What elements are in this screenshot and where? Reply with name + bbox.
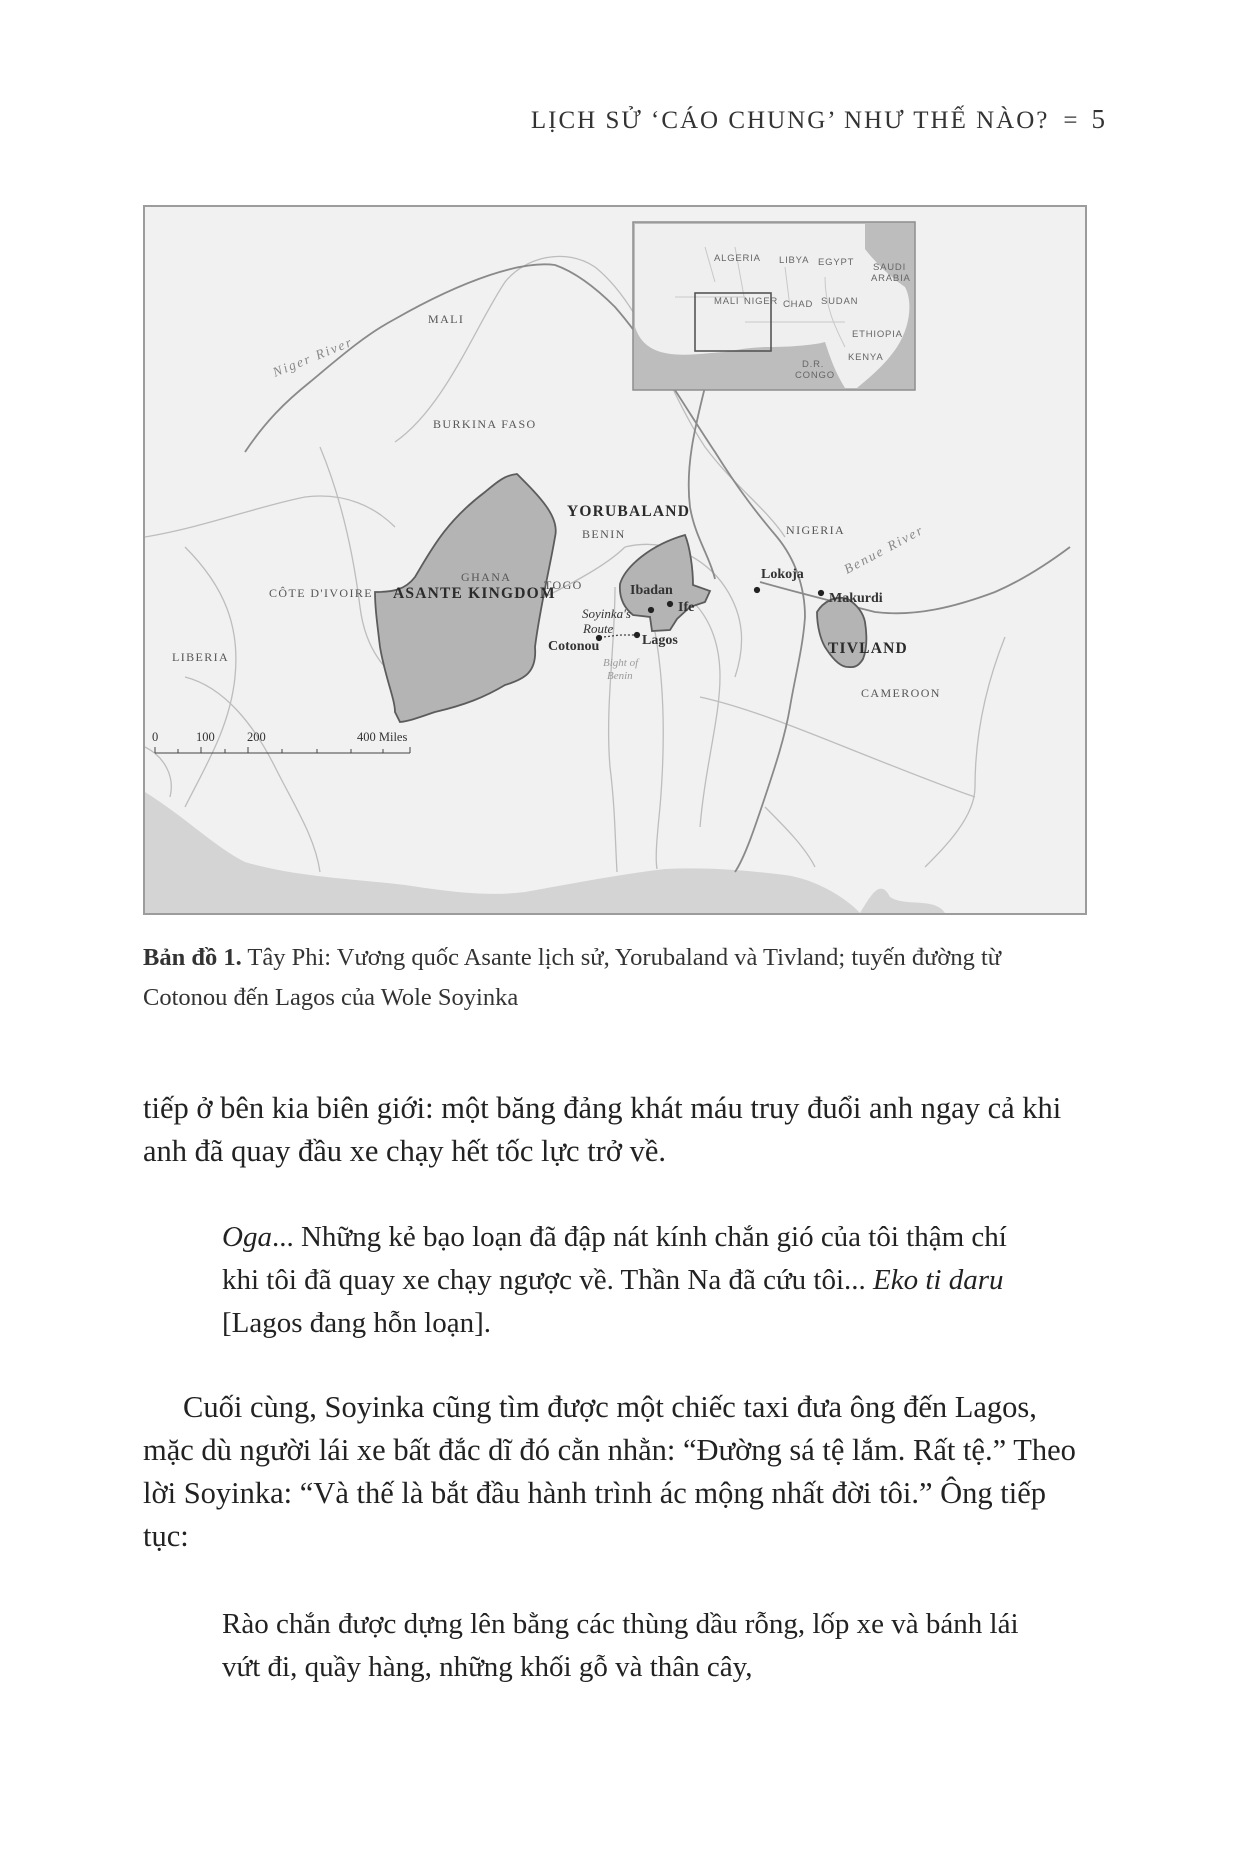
label-benue-river: Benue River [841, 521, 927, 577]
page-number: 5 [1091, 104, 1105, 134]
scale-label-200: 200 [247, 730, 266, 744]
west-africa-map [145, 207, 1085, 913]
label-cote-divoire: CÔTE D'IVOIRE [269, 586, 374, 600]
label-ibadan: Ibadan [630, 583, 673, 598]
paragraph-2 [143, 1386, 1088, 1558]
scale-label-100: 100 [196, 730, 215, 744]
inset-label-sudan: SUDAN [821, 296, 859, 307]
label-asante-kingdom: ASANTE KINGDOM [393, 585, 556, 602]
inset-label-chad: CHAD [783, 299, 814, 310]
label-niger-river: Niger River [270, 333, 356, 380]
label-burkina-faso: BURKINA FASO [433, 417, 537, 431]
lagos-dot [634, 632, 640, 638]
scale-bar [155, 747, 410, 753]
label-cotonou: Cotonou [548, 639, 600, 654]
block-quote-1 [222, 1216, 1022, 1345]
map-caption [143, 938, 1088, 1018]
label-route-1: Soyinka's [582, 606, 631, 621]
label-cameroon: CAMEROON [861, 686, 941, 700]
ife-dot [667, 601, 673, 607]
label-lokoja: Lokoja [761, 567, 804, 582]
lokoja-dot [754, 587, 760, 593]
inset-label-saudi-2: ARABIA [871, 273, 911, 284]
label-makurdi: Makurdi [829, 591, 883, 606]
label-tivland: TIVLAND [828, 640, 908, 657]
label-bight-1: Bight of [603, 657, 639, 669]
label-ghana: GHANA [461, 570, 512, 584]
quote1-part-2: [Lagos đang hỗn loạn]. [222, 1307, 491, 1339]
paragraph-2-text: Cuối cùng, Soyinka cũng tìm được một chiếc taxi đưa ông đến Lagos, mặc dù người lái xe bất đắc dĩ đó cằn nhằn: “Đường sá tệ lắm. Rất tệ.” Theo lời Soyinka: “Và thế là bắt đầu hành trình ác mộng nhất đời tôi.” Ông tiếp tục: [143, 1390, 1076, 1553]
paragraph-1: tiếp ở bên kia biên giới: một băng đảng khát máu truy đuổi anh ngay cả khi anh đã quay đầu xe chạy hết tốc lực trở về. [143, 1091, 1062, 1168]
label-liberia: LIBERIA [172, 650, 230, 664]
quote1-italic-eko: Eko ti daru [873, 1264, 1004, 1296]
inset-label-ethiopia: ETHIOPIA [852, 329, 903, 340]
scale-label-400: 400 Miles [357, 730, 408, 744]
ocean-east [860, 889, 945, 913]
inset-label-libya: LIBYA [779, 255, 810, 266]
ibadan-dot [648, 607, 654, 613]
caption-text: Tây Phi: Vương quốc Asante lịch sử, Yorubaland và Tivland; tuyến đường từ Cotonou đến Lagos của Wole Soyinka [143, 944, 1002, 1011]
inset-label-drc-1: D.R. [802, 359, 825, 370]
map-figure [143, 205, 1087, 915]
label-nigeria: NIGERIA [786, 523, 846, 537]
running-header [531, 104, 1105, 135]
label-bight-2: Benin [607, 670, 633, 682]
label-route-2: Route [583, 621, 614, 636]
scale-label-0: 0 [152, 730, 159, 744]
inset-label-mali: MALI [714, 296, 740, 307]
label-mali: MALI [428, 312, 465, 326]
inset-label-kenya: KENYA [848, 352, 884, 363]
inset-label-saudi-1: SAUDI [873, 262, 907, 273]
label-lagos: Lagos [642, 633, 678, 648]
label-togo: TOGO [544, 578, 583, 592]
benue-river [760, 547, 1070, 613]
header-separator: = [1063, 107, 1078, 134]
inset-label-drc-2: CONGO [795, 370, 835, 381]
label-ife: Ife [678, 600, 695, 615]
inset-label-egypt: EGYPT [818, 257, 855, 268]
label-yorubaland: YORUBALAND [567, 503, 691, 520]
quote1-part-1: ... Những kẻ bạo loạn đã đập nát kính chắn gió của tôi thậm chí khi tôi đã quay xe chạy ngược về. Thần Na đã cứu tôi... [222, 1221, 1007, 1296]
block-quote-2: Rào chắn được dựng lên bằng các thùng dầu rỗng, lốp xe và bánh lái vứt đi, quầy hàng, những khối gỗ và thân cây, [222, 1608, 1019, 1683]
caption-label: Bản đồ 1. [143, 944, 242, 971]
river-north [689, 387, 715, 579]
running-title: LỊCH SỬ ‘CÁO CHUNG’ NHƯ THẾ NÀO? [530, 107, 1050, 134]
quote1-italic-oga: Oga [222, 1221, 272, 1253]
inset-map [633, 222, 915, 390]
inset-label-algeria: ALGERIA [714, 253, 761, 264]
inset-label-niger: NIGER [744, 296, 779, 307]
makurdi-dot [818, 590, 824, 596]
ocean [145, 792, 860, 913]
label-benin: BENIN [582, 527, 626, 541]
